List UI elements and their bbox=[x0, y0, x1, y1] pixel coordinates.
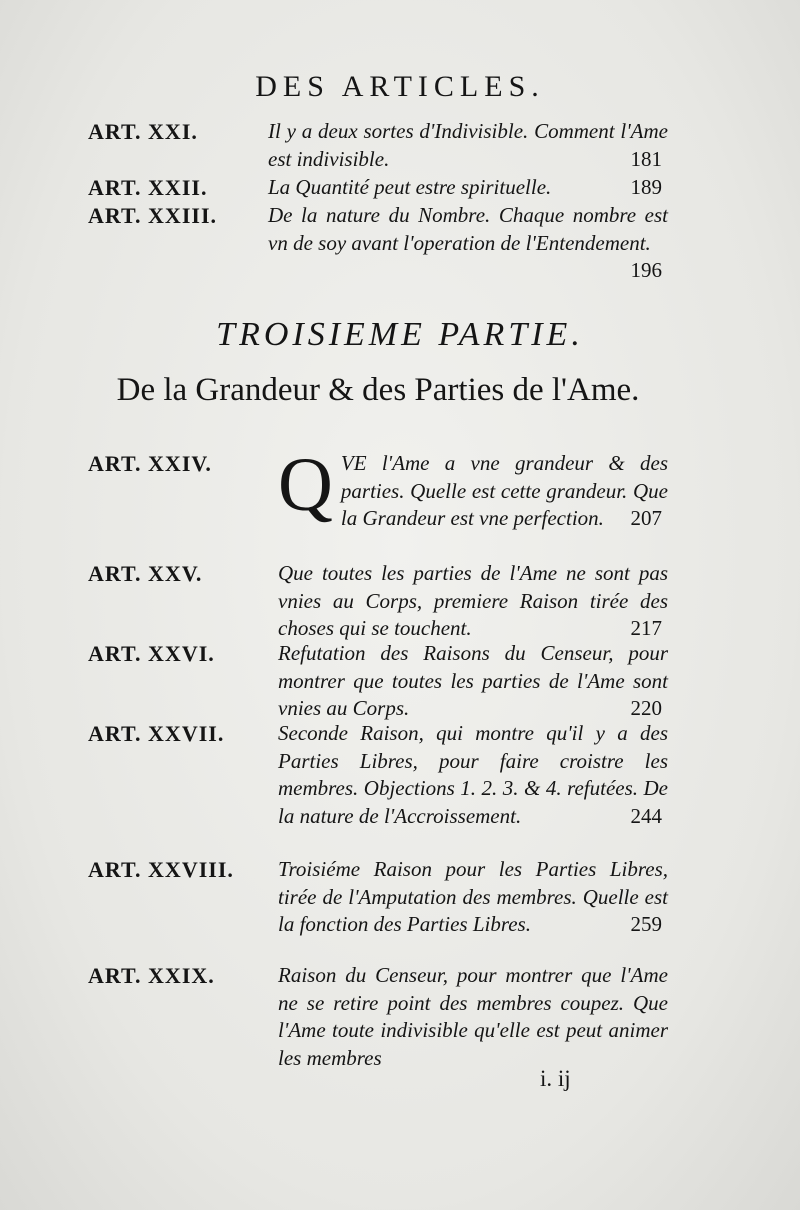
article-label: ART. XXI. bbox=[88, 119, 198, 144]
article-29 bbox=[88, 962, 668, 1072]
page-number: 244 bbox=[630, 803, 662, 828]
article-text: Que toutes les parties de l'Ame ne sont pas vnies au Corps, premiere Raison tirée des choses qui se touchent. 217 bbox=[278, 560, 668, 643]
page-number: 220 bbox=[630, 696, 662, 721]
page-number: 217 bbox=[630, 616, 662, 641]
article-22 bbox=[88, 174, 668, 202]
article-27 bbox=[88, 720, 668, 860]
page-number: 207 bbox=[630, 506, 662, 531]
article-label: ART. XXV. bbox=[88, 561, 203, 586]
article-28 bbox=[88, 856, 668, 966]
running-header: DES ARTICLES. bbox=[255, 70, 545, 103]
page-number: 181 bbox=[630, 146, 662, 171]
article-text: Refutation des Raisons du Censeur, pour montrer que toutes les parties de l'Ame sont vnies au Corps. 220 bbox=[278, 640, 668, 723]
part-subtitle: De la Grandeur & des Parties de l'Ame. bbox=[116, 372, 640, 408]
article-text: Seconde Raison, qui montre qu'il y a des Parties Libres, pour faire croistre les membres. Objections 1. 2. 3. & 4. refutées. De la nature de l'Accroissement. 244 bbox=[278, 720, 668, 830]
article-label: ART. XXIV. bbox=[88, 451, 212, 476]
article-23 bbox=[88, 202, 668, 286]
drop-cap: Q bbox=[278, 443, 333, 527]
page-number: 189 bbox=[630, 175, 662, 199]
page-number: 259 bbox=[630, 912, 662, 937]
signature-mark: i. ij bbox=[540, 1066, 571, 1091]
page-number: 196 bbox=[630, 258, 662, 283]
article-text: Raison du Censeur, pour montrer que l'Ame ne se retire point des membres coupez. Que l'Ame toute indivisible qu'elle est peut animer les membres bbox=[278, 963, 668, 1070]
article-label: ART. XXIII. bbox=[88, 203, 218, 228]
article-label: ART. XXVII. bbox=[88, 721, 225, 746]
article-text: Troisiéme Raison pour les Parties Libres, tirée de l'Amputation des membres. Quelle est la fonction des Parties Libres. 259 bbox=[278, 856, 668, 939]
article-label: ART. XXII. bbox=[88, 175, 208, 200]
part-title: TROISIEME PARTIE. bbox=[216, 316, 584, 353]
article-text: La Quantité peut estre spirituelle. 189 bbox=[268, 174, 668, 202]
article-text: Il y a deux sortes d'Indivisible. Comment l'Ame est indivisible. 181 bbox=[268, 118, 668, 173]
article-text: De la nature du Nombre. Chaque nombre est vn de soy avant l'operation de l'Entendement. 196 bbox=[268, 202, 668, 285]
article-21 bbox=[88, 118, 668, 174]
article-label: ART. XXVIII. bbox=[88, 857, 234, 882]
article-label: ART. XXVI. bbox=[88, 641, 215, 666]
article-26 bbox=[88, 640, 668, 724]
article-label: ART. XXIX. bbox=[88, 963, 215, 988]
article-25 bbox=[88, 560, 668, 644]
article-24 bbox=[88, 443, 668, 560]
article-text: Q VE l'Ame a vne grandeur & des parties. Quelle est cette grandeur. Que la Grandeur est vne perfection. 207 bbox=[278, 450, 668, 533]
